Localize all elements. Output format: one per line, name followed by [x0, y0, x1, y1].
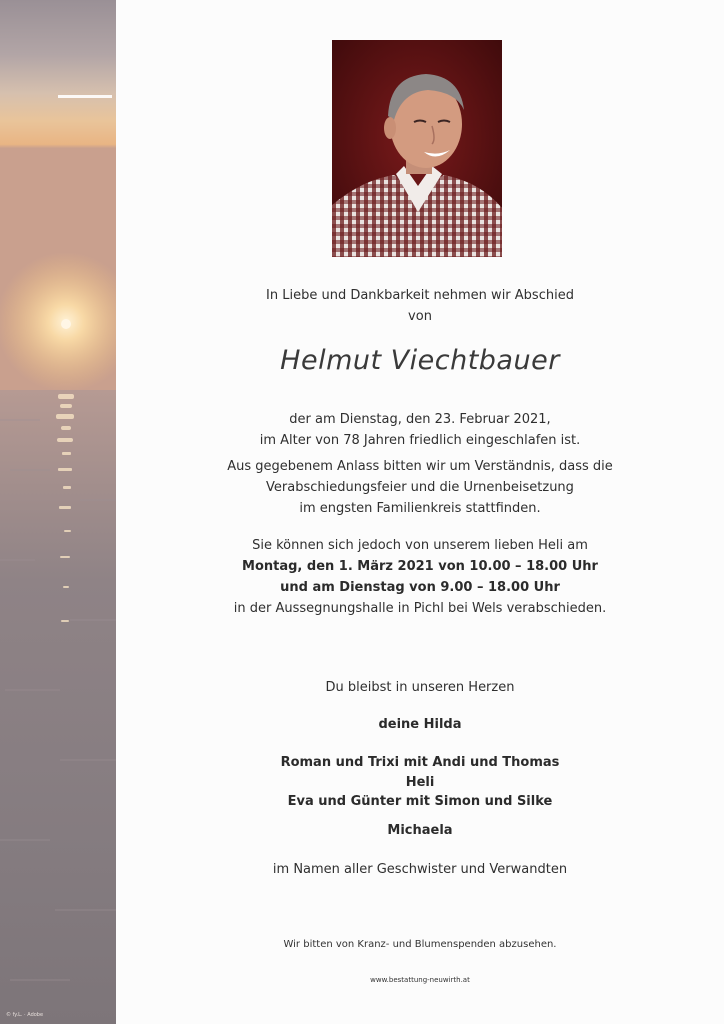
- viewing-line-4: in der Aussegnungshalle in Pichl bei Wels verabschieden.: [233, 601, 607, 616]
- donation-request: Wir bitten von Kranz- und Blumenspenden abzusehen.: [283, 939, 557, 950]
- ceremony-line-1: Aus gegebenem Anlass bitten wir um Verständnis, dass die: [227, 459, 613, 474]
- portrait-photo: [332, 40, 502, 257]
- death-line-2: im Alter von 78 Jahren friedlich eingeschlafen ist.: [259, 433, 581, 448]
- closing-line: Du bleibst in unseren Herzen: [325, 680, 515, 695]
- mourner-family: [116, 753, 724, 812]
- obituary-notice: [116, 0, 724, 1024]
- mourner-line: Roman und Trixi mit Andi und Thomas: [280, 755, 560, 770]
- website-link[interactable]: www.bestattung-neuwirth.at: [370, 976, 470, 984]
- ceremony-line-2: Verabschiedungsfeier und die Urnenbeisetzung: [266, 480, 574, 495]
- death-announcement: [116, 409, 724, 451]
- intro-line-2: von: [408, 309, 432, 324]
- mourner-line: Eva und Günter mit Simon und Silke: [287, 794, 553, 809]
- ceremony-line-3: im engsten Familienkreis stattfinden.: [299, 501, 541, 516]
- intro-text: [116, 285, 724, 327]
- death-line-1: der am Dienstag, den 23. Februar 2021,: [289, 412, 551, 427]
- deceased-name: Helmut Viechtbauer: [280, 345, 560, 376]
- mourner-line: Heli: [405, 774, 435, 790]
- ceremony-notice: [116, 456, 724, 519]
- viewing-line-1: Sie können sich jedoch von unserem lieben Heli am: [252, 538, 588, 553]
- relatives-line: im Namen aller Geschwister und Verwandten: [272, 862, 568, 877]
- image-credit: © fy.L. · Adobe: [6, 1012, 44, 1018]
- sunset-sea-image-strip: [0, 0, 116, 1024]
- mourner-spouse: deine Hilda: [378, 717, 462, 732]
- portrait-illustration: [332, 40, 502, 257]
- viewing-line-3: und am Dienstag von 9.00 – 18.00 Uhr: [280, 580, 560, 595]
- viewing-notice: [116, 535, 724, 619]
- mourner-michaela: Michaela: [387, 823, 453, 838]
- viewing-line-2: Montag, den 1. März 2021 von 10.00 – 18.00 Uhr: [242, 559, 598, 574]
- intro-line-1: In Liebe und Dankbarkeit nehmen wir Abschied: [266, 288, 574, 303]
- sunset-sea-illustration: [0, 0, 116, 1024]
